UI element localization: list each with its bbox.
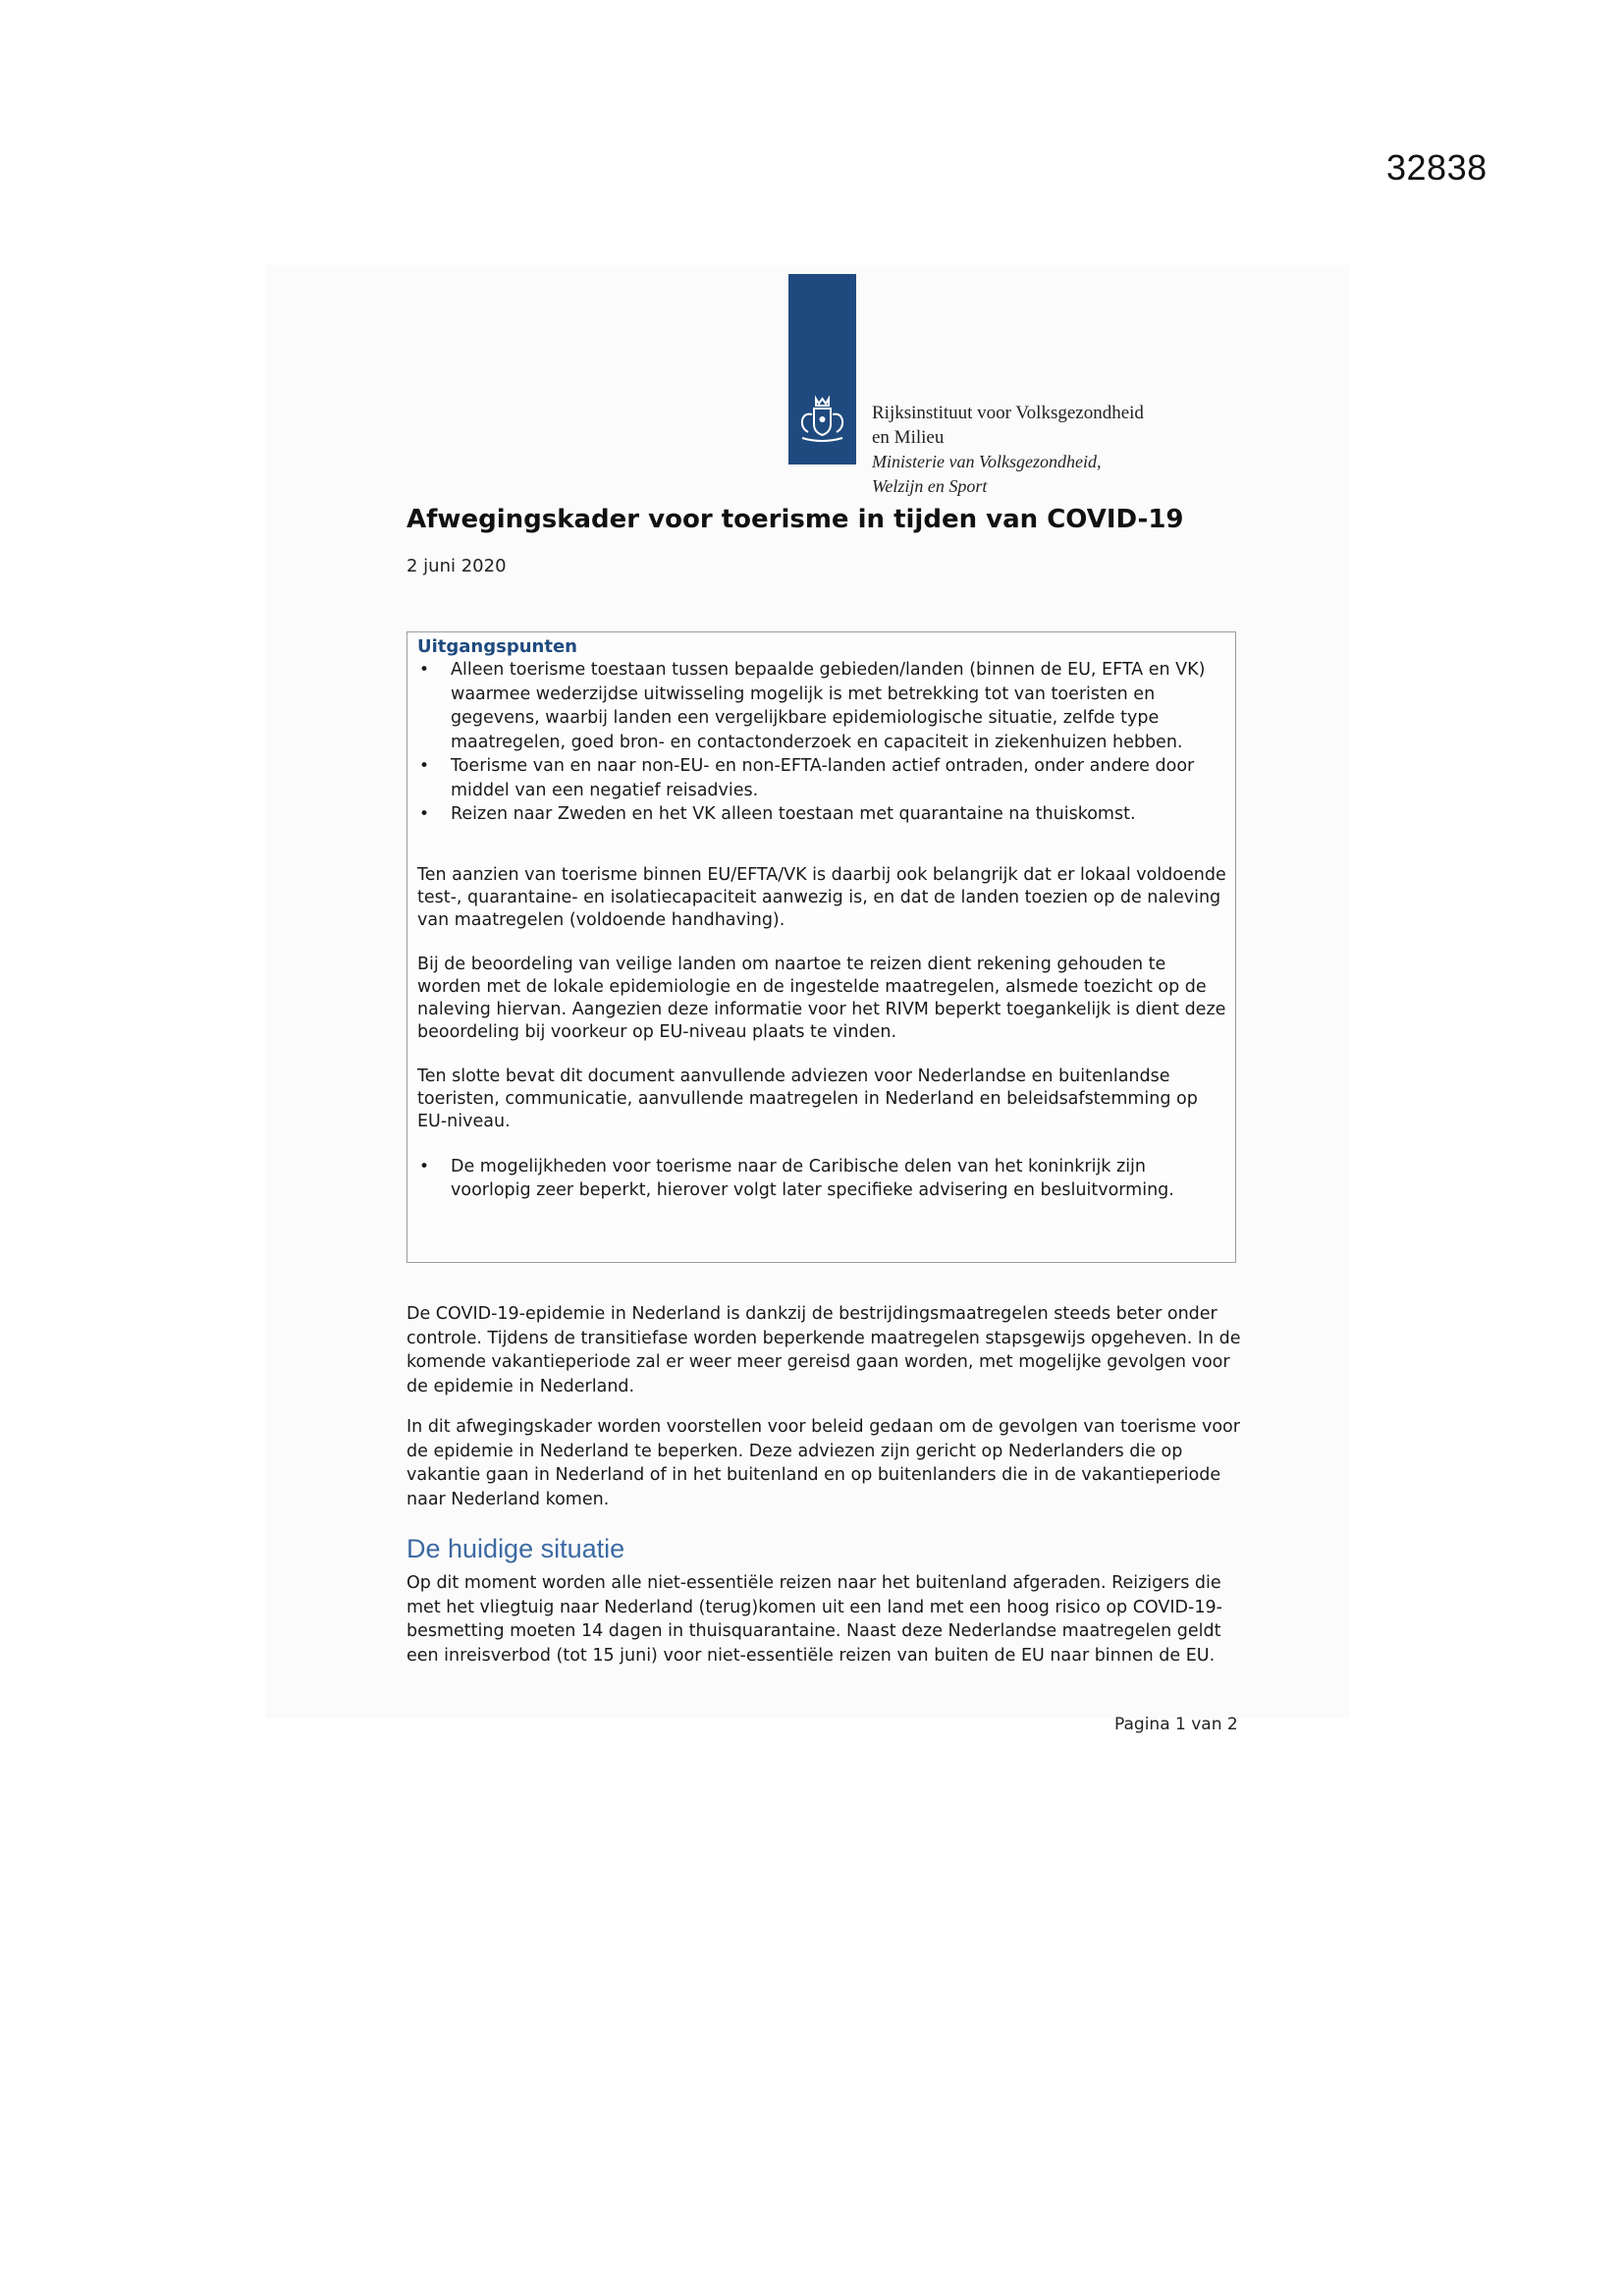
ministry-line-1: Ministerie van Volksgezondheid, <box>872 452 1102 471</box>
summary-paragraph: Ten aanzien van toerisme binnen EU/EFTA/VK is daarbij ook belangrijk dat er lokaal voldoende test-, quarantaine- en isolatiecapaciteit aanwezig is, en dat de landen toezien op de naleving van maatregelen (voldoende handhaving). <box>417 864 1226 930</box>
institute-line-2: en Milieu <box>872 427 945 448</box>
body-paragraph: De COVID-19-epidemie in Nederland is dankzij de bestrijdingsmaatregelen steeds beter onder controle. Tijdens de transitiefase worden beperkende maatregelen stapsgewijs opgeheven. In de komende vakantieperiode zal er weer meer gereisd gaan worden, met mogelijke gevolgen voor de epidemie in Nederland. <box>406 1304 1241 1396</box>
body-paragraph: Op dit moment worden alle niet-essentiële reizen naar het buitenland afgeraden. Reizigers die met het vliegtuig naar Nederland (terug)komen uit een land met een hoog risico op COVID-19-besmetting moeten 14 dagen in thuisquarantaine. Naast deze Nederlandse maatregelen geldt een inreisverbod (tot 15 juni) voor niet-essentiële reizen van buiten de EU naar binnen de EU. <box>406 1573 1222 1666</box>
summary-bullet: • De mogelijkheden voor toerisme naar de Caribische delen van het koninkrijk zijn voorlopig zeer beperkt, hierover volgt later specifieke advisering en besluitvorming. <box>417 1155 1228 1203</box>
summary-bullet: • Reizen naar Zweden en het VK alleen toestaan met quarantaine na thuiskomst. <box>417 802 1228 827</box>
institute-name <box>872 401 1144 499</box>
summary-box <box>406 631 1236 1263</box>
summary-paragraph: Bij de beoordeling van veilige landen om naartoe te reizen dient rekening gehouden te worden met de lokale epidemiologie en de ingestelde maatregelen, alsmede toezicht op de naleving hiervan. Aangezien deze informatie voor het RIVM beperkt toegankelijk is dient deze beoordeling bij voorkeur op EU-niveau plaats te vinden. <box>417 954 1226 1042</box>
document-number: 32838 <box>1386 147 1488 188</box>
section-heading: De huidige situatie <box>406 1534 625 1563</box>
document-date: 2 juni 2020 <box>406 556 507 576</box>
summary-bullet: • Alleen toerisme toestaan tussen bepaalde gebieden/landen (binnen de EU, EFTA en VK) waarmee wederzijdse uitwisseling mogelijk is met betrekking tot van toeristen en gegevens, waarbij landen een vergelijkbare epidemiologische situatie, zelfde type maatregelen, goed bron- en contactonderzoek en capaciteit in ziekenhuizen hebben. <box>417 658 1228 754</box>
page-number: Pagina 1 van 2 <box>1114 1715 1238 1734</box>
document-title: Afwegingskader voor toerisme in tijden van COVID-19 <box>406 505 1184 534</box>
coat-of-arms-icon <box>788 391 856 448</box>
summary-bullet-list <box>417 658 1228 827</box>
summary-bullet: • Toerisme van en naar non-EU- en non-EFTA-landen actief ontraden, onder andere door middel van een negatief reisadvies. <box>417 754 1228 802</box>
summary-final-bullet-list <box>417 1155 1228 1203</box>
summary-heading: Uitgangspunten <box>417 636 577 657</box>
ministry-line-2: Welzijn en Sport <box>872 476 988 496</box>
summary-paragraph: Ten slotte bevat dit document aanvullende adviezen voor Nederlandse en buitenlandse toeristen, communicatie, aanvullende maatregelen in Nederland en beleidsafstemming op EU-niveau. <box>417 1066 1198 1131</box>
institute-line-1: Rijksinstituut voor Volksgezondheid <box>872 403 1144 423</box>
body-paragraph: In dit afwegingskader worden voorstellen voor beleid gedaan om de gevolgen van toerisme voor de epidemie in Nederland te beperken. Deze adviezen zijn gericht op Nederlanders die op vakantie gaan in Nederland of in het buitenland en op buitenlanders die in de vakantieperiode naar Nederland komen. <box>406 1417 1240 1509</box>
